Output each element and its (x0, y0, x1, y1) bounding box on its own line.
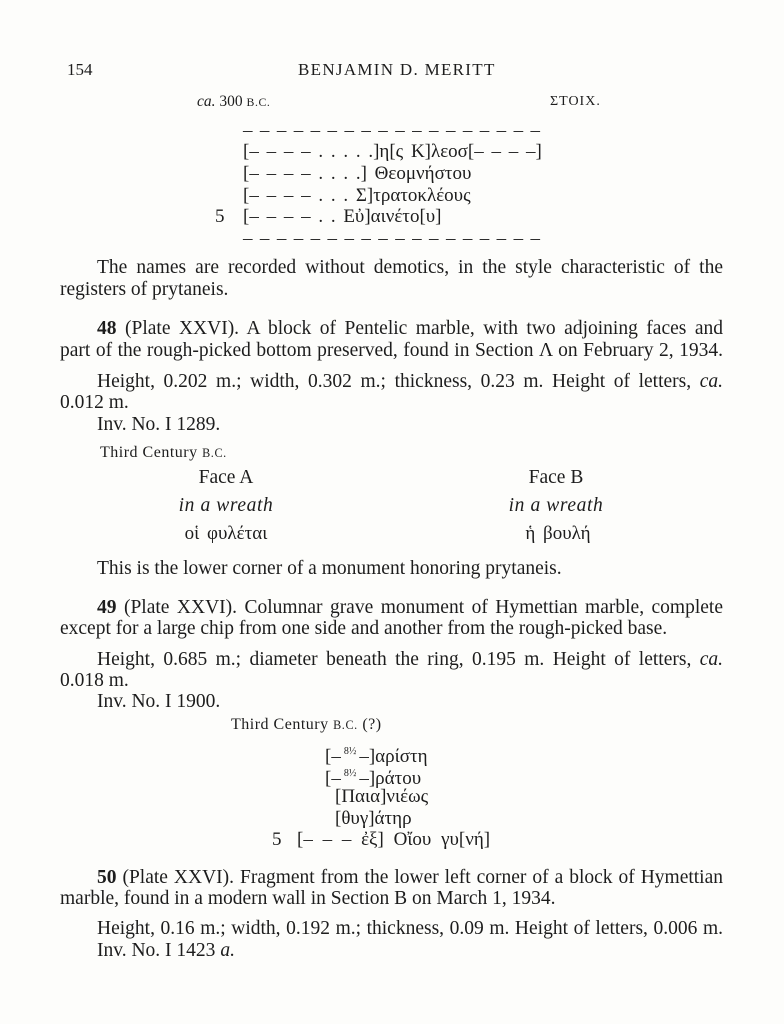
commentary-line: registers of prytaneis. (60, 279, 229, 300)
inscription-text: –]ράτου (359, 768, 422, 789)
inscription-date (100, 442, 227, 464)
date-query: (?) (362, 716, 382, 733)
line-number: 5 (215, 206, 225, 227)
inscription-line-5: [– – – ἐξ] Οἴου γυ[νή] (297, 829, 491, 850)
lacuna-rule-top: – – – – – – – – – – – – – – – – – – (243, 120, 540, 141)
inscription-date (231, 714, 382, 736)
circa-abbreviation: ca. (197, 93, 216, 110)
date-era: B.C. (246, 96, 271, 109)
face-b-note: in a wreath (508, 495, 604, 516)
face-b-text: ἡ βουλή (525, 523, 591, 544)
dimensions-line (97, 649, 723, 671)
date-year: 300 (219, 93, 243, 110)
dimensions-text: Height, 0.202 m.; width, 0.302 m.; thickness, 0.23 m. Height of letters, (97, 371, 692, 392)
entry-description-line: except for a large chip from one side and another from the rough-picked base. (60, 618, 668, 639)
entry-number: 50 (97, 867, 117, 888)
date-era: B.C. (333, 718, 358, 732)
lacuna-letter-count: 8½ (343, 746, 357, 757)
inventory-text: Inv. No. I 1423 (97, 940, 216, 961)
stoichedon-label: ΣΤΟΙΧ. (550, 94, 601, 109)
dimensions-line: Height, 0.16 m.; width, 0.192 m.; thickness, 0.09 m. Height of letters, 0.006 m. (97, 918, 723, 939)
inscription-line-3: [– – – – . . . Σ]τρατοκλέους (243, 185, 471, 206)
page-number: 154 (67, 60, 93, 79)
inscription-text: –]αρίστη (359, 746, 428, 767)
entry-description-line (97, 867, 723, 889)
face-b-label: Face B (528, 467, 584, 488)
inventory-suffix: a. (220, 940, 235, 961)
circa-abbreviation: ca. (699, 649, 724, 670)
dimensions-line: 0.018 m. (60, 670, 129, 691)
inscription-line-4: [θυγ]άτηρ (335, 808, 412, 829)
entry-description-text: (Plate XXVI). Fragment from the lower left corner of a block of Hymettian (122, 867, 724, 888)
dimensions-line (97, 371, 723, 393)
date-text: Third Century (100, 444, 198, 461)
date-text: Third Century (231, 716, 329, 733)
inscription-line-2: [– – – – . . . .] Θεομνήστου (243, 163, 472, 184)
inscription-line-3: [Παια]νιέως (335, 786, 429, 807)
inventory-number: Inv. No. I 1289. (97, 414, 221, 435)
inscription-line-1: [– – – – . . . . .]η[ς Κ]λεοσ[– – – –] (243, 141, 542, 162)
entry-number: 49 (97, 597, 117, 618)
lacuna-rule-bottom: – – – – – – – – – – – – – – – – – – (243, 228, 540, 249)
entry-description-line: marble, found in a modern wall in Section B on March 1, 1934. (60, 888, 556, 909)
date-era: B.C. (202, 446, 227, 460)
dimensions-line: 0.012 m. (60, 392, 129, 413)
lacuna-open: [– (325, 768, 341, 789)
face-a-text: οἱ φυλέται (184, 523, 268, 544)
entry-description-line: part of the rough-picked bottom preserved, found in Section Λ on February 2, 1934. (60, 340, 723, 361)
dimensions-text: Height, 0.685 m.; diameter beneath the ring, 0.195 m. Height of letters, (97, 649, 692, 670)
entry-description-text: (Plate XXVI). Columnar grave monument of Hymettian marble, complete (123, 597, 723, 618)
inventory-number: Inv. No. I 1900. (97, 691, 221, 712)
running-title: BENJAMIN D. MERITT (298, 60, 496, 79)
inscription-line-4: [– – – – . . Εὐ]αινέτο[υ] (243, 206, 442, 227)
inventory-number (97, 940, 235, 962)
inscription-date (197, 91, 270, 114)
face-a-note: in a wreath (178, 495, 274, 516)
circa-abbreviation: ca. (699, 371, 724, 392)
entry-description-text: (Plate XXVI). A block of Pentelic marble, with two adjoining faces and (124, 318, 723, 339)
commentary-line: The names are recorded without demotics, in the style characteristic of the (97, 257, 723, 278)
face-a-label: Face A (198, 467, 254, 488)
entry-description-line (97, 318, 723, 340)
lacuna-letter-count: 8½ (343, 768, 357, 779)
commentary-line: This is the lower corner of a monument honoring prytaneis. (97, 558, 562, 579)
entry-number: 48 (97, 318, 117, 339)
line-number: 5 (272, 829, 282, 850)
lacuna-open: [– (325, 746, 341, 767)
entry-description-line (97, 597, 723, 619)
